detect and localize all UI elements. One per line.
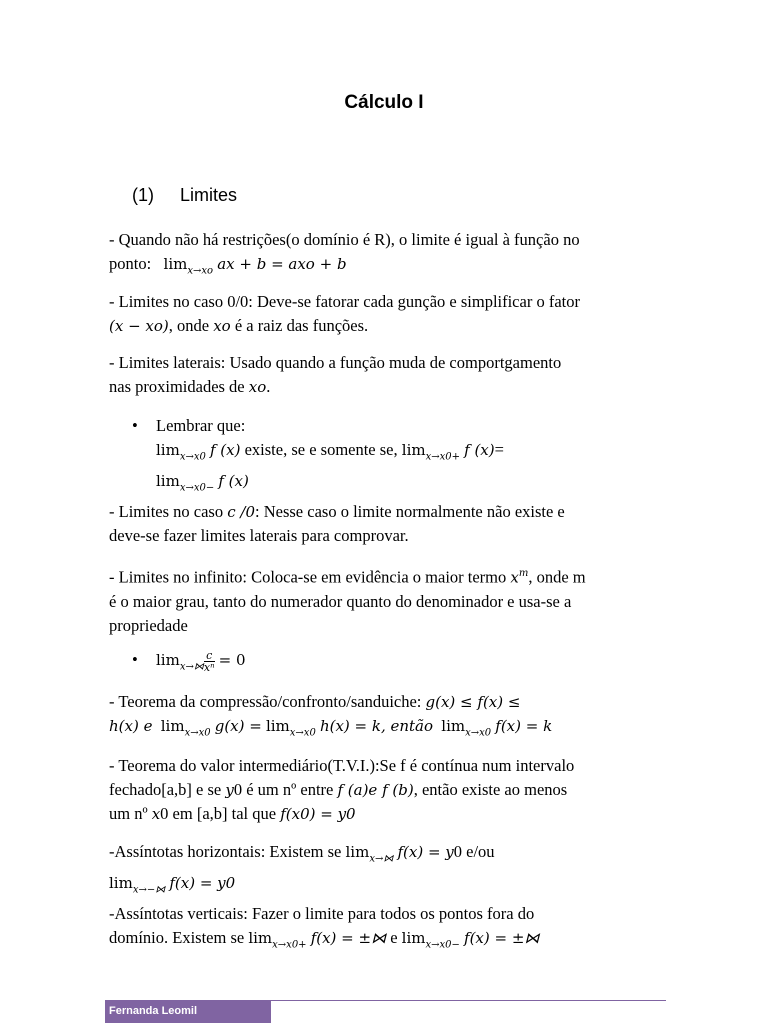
section-title: Limites: [180, 185, 238, 205]
bullet-icon: •: [132, 650, 138, 669]
page-title: Cálculo I: [344, 92, 424, 113]
paragraph-ivt: - Teorema do valor intermediário(T.V.I.):Se f é contínua num intervalo fechado[a,b] e se y0 é um nº entre f (a)e f (b), então existe ao menos um nº x0 em [a,b] tal que f(x0) = y0: [109, 756, 575, 823]
paragraph-no-restrictions: - Quando não há restrições(o domínio é R), o limite é igual à função no ponto: $\lim_{x\to xo}$ ax + b = axo + b: [109, 230, 580, 277]
section-heading: [132, 185, 237, 206]
paragraph-vertical-asymptotes: -Assíntotas verticais: Fazer o limite para todos os pontos fora do domínio. Existem se $\lim_{x\to x0+} f(x)$ = ±⋈ e $\lim_{x\to x0-} f(x)$ = ±⋈: [109, 904, 540, 951]
section-number: (1): [132, 185, 154, 205]
fraction: $\frac{c}{\text{xⁿ}}$: [203, 648, 215, 674]
paragraph-c-over-zero: - Limites no caso c /0: Nesse caso o limite normalmente não existe e deve-se fazer limites laterais para comprovar.: [109, 502, 565, 545]
paragraph-infinity-limits: - Limites no infinito: Coloca-se em evidência o maior termo $x^m$, onde m é o maior grau, tanto do numerador quanto do denominador e usa-se a propriedade: [109, 567, 586, 635]
paragraph-squeeze-theorem: - Teorema da compressão/confronto/sanduiche: g(x) ≤ f(x) ≤ h(x) e $\lim_{x\to x0} g(x) = \lim_{x\to x0} h(x) = k$, então $\lim_{x\to x0} f(x) = k$: [109, 692, 553, 739]
paragraph-horizontal-asymptotes: -Assíntotas horizontais: Existem se $\lim_{x\to⋈} f(x) = y0$ e/ou $\lim_{x\to-⋈} f(x) = y0$: [109, 842, 495, 896]
paragraph-zero-over-zero: - Limites no caso 0/0: Deve-se fatorar cada gunção e simplificar o fator (x − xo), onde xo é a raiz das funções.: [109, 292, 580, 335]
paragraph-lateral-limits: - Limites laterais: Usado quando a função muda de comportgamento nas proximidades de xo.: [109, 353, 562, 396]
footer-author: Fernanda Leomil: [105, 1001, 271, 1023]
bullet-icon: •: [132, 416, 138, 435]
